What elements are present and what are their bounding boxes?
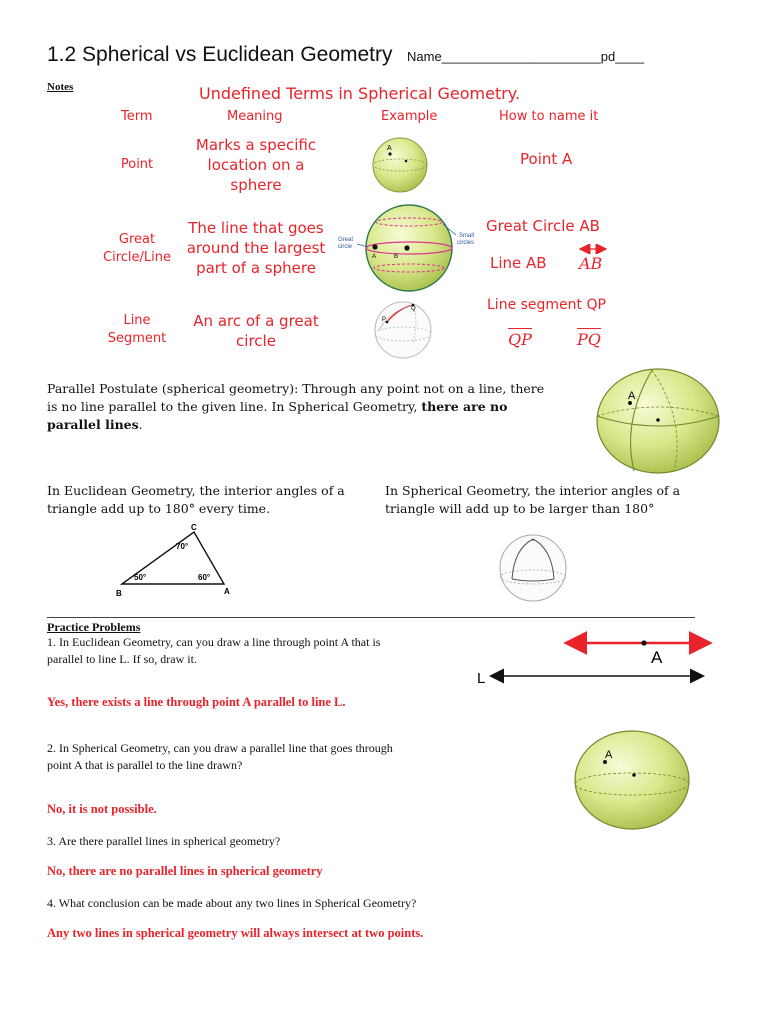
line-ab-notation: AB [579, 254, 603, 273]
gc-b-label: B [394, 254, 399, 260]
segment-qp-notation: QP [508, 330, 532, 349]
table-title: Undefined Terms in Spherical Geometry. [199, 84, 521, 103]
parallel-postulate-text: Parallel Postulate (spherical geometry): Through any point not on a line, there is no line parallel to the given line. In Spherical Geometry, there are no parallel lines. [47, 381, 545, 432]
postulate-point-a-label: A [628, 390, 636, 402]
point-a-label: A [387, 145, 392, 152]
q1-line-l-label: L [477, 670, 486, 687]
triangle-angle-c: 70° [176, 542, 189, 551]
great-circle-label-2: circle [338, 244, 353, 250]
term-great-circle: Great Circle/Line [103, 232, 171, 265]
parallel-postulate-sphere [594, 366, 722, 476]
meaning-point: Marks a specific location on a sphere [195, 136, 317, 194]
notes-label: Notes [47, 81, 74, 93]
q1-lines-diagram [470, 628, 720, 694]
euclid-text: In Euclidean Geometry, the interior angles of a triangle add up to 180° every time. [47, 483, 345, 516]
point-sphere-diagram [370, 135, 430, 195]
question-2: 2. In Spherical Geometry, can you draw a parallel line that goes through point A that is parallel to the line drawn? [47, 741, 393, 772]
question-4: 4. What conclusion can be made about any two lines in Spherical Geometry? [47, 896, 417, 910]
q2-sphere-diagram [572, 728, 692, 832]
line-segment-sphere-diagram [369, 300, 439, 360]
great-circle-label-1: Great [338, 237, 354, 243]
meaning-great-circle: The line that goes around the largest part of a sphere [186, 219, 326, 277]
triangle-b-label: B [116, 589, 122, 598]
triangle-c-label: C [191, 523, 197, 532]
triangle-angle-a: 60° [198, 573, 211, 582]
q1-point-a-label: A [651, 648, 663, 667]
header-term: Term [121, 109, 153, 124]
triangle-angle-b: 50° [134, 573, 147, 582]
seg-q-label: Q [411, 306, 416, 312]
gc-a-label: A [372, 254, 377, 260]
small-circles-label-2: circles [457, 240, 475, 246]
question-1: 1. In Euclidean Geometry, can you draw a line through point A that is parallel to line L. If so, draw it. [47, 635, 381, 666]
small-circles-label-1: Small [459, 233, 475, 239]
name-field: Name______________________pd____ [407, 49, 645, 64]
great-circle-diagram [335, 202, 485, 294]
segment-pq-notation: PQ [577, 330, 601, 349]
page-title: 1.2 Spherical vs Euclidean Geometry [47, 43, 393, 66]
spherical-text: In Spherical Geometry, the interior angles of a triangle will add up to be larger than 180° [385, 483, 681, 516]
answer-3: No, there are no parallel lines in spherical geometry [47, 864, 323, 878]
meaning-line-segment: An arc of a great circle [193, 312, 319, 350]
seg-p-label: P [382, 317, 387, 323]
question-3: 3. Are there parallel lines in spherical geometry? [47, 834, 281, 848]
practice-heading: Practice Problems [47, 620, 141, 634]
spherical-triangle-diagram [496, 533, 572, 603]
header-meaning: Meaning [227, 109, 283, 124]
answer-1: Yes, there exists a line through point A parallel to line L. [47, 695, 346, 709]
section-divider [47, 617, 695, 618]
how-great-circle: Great Circle AB [486, 217, 600, 235]
header-how: How to name it [499, 109, 599, 124]
euclid-triangle-diagram [112, 520, 238, 600]
how-line-segment: Line segment QP [487, 297, 606, 313]
q2-point-a-label: A [605, 749, 613, 761]
answer-4: Any two lines in spherical geometry will always intersect at two points. [47, 926, 424, 940]
triangle-a-label: A [224, 587, 230, 596]
how-point: Point A [520, 150, 573, 168]
answer-2: No, it is not possible. [47, 802, 157, 816]
how-line-ab: Line AB [490, 254, 547, 272]
term-line-segment: Line Segment [107, 313, 167, 346]
header-example: Example [381, 109, 438, 124]
term-point: Point [120, 157, 154, 172]
